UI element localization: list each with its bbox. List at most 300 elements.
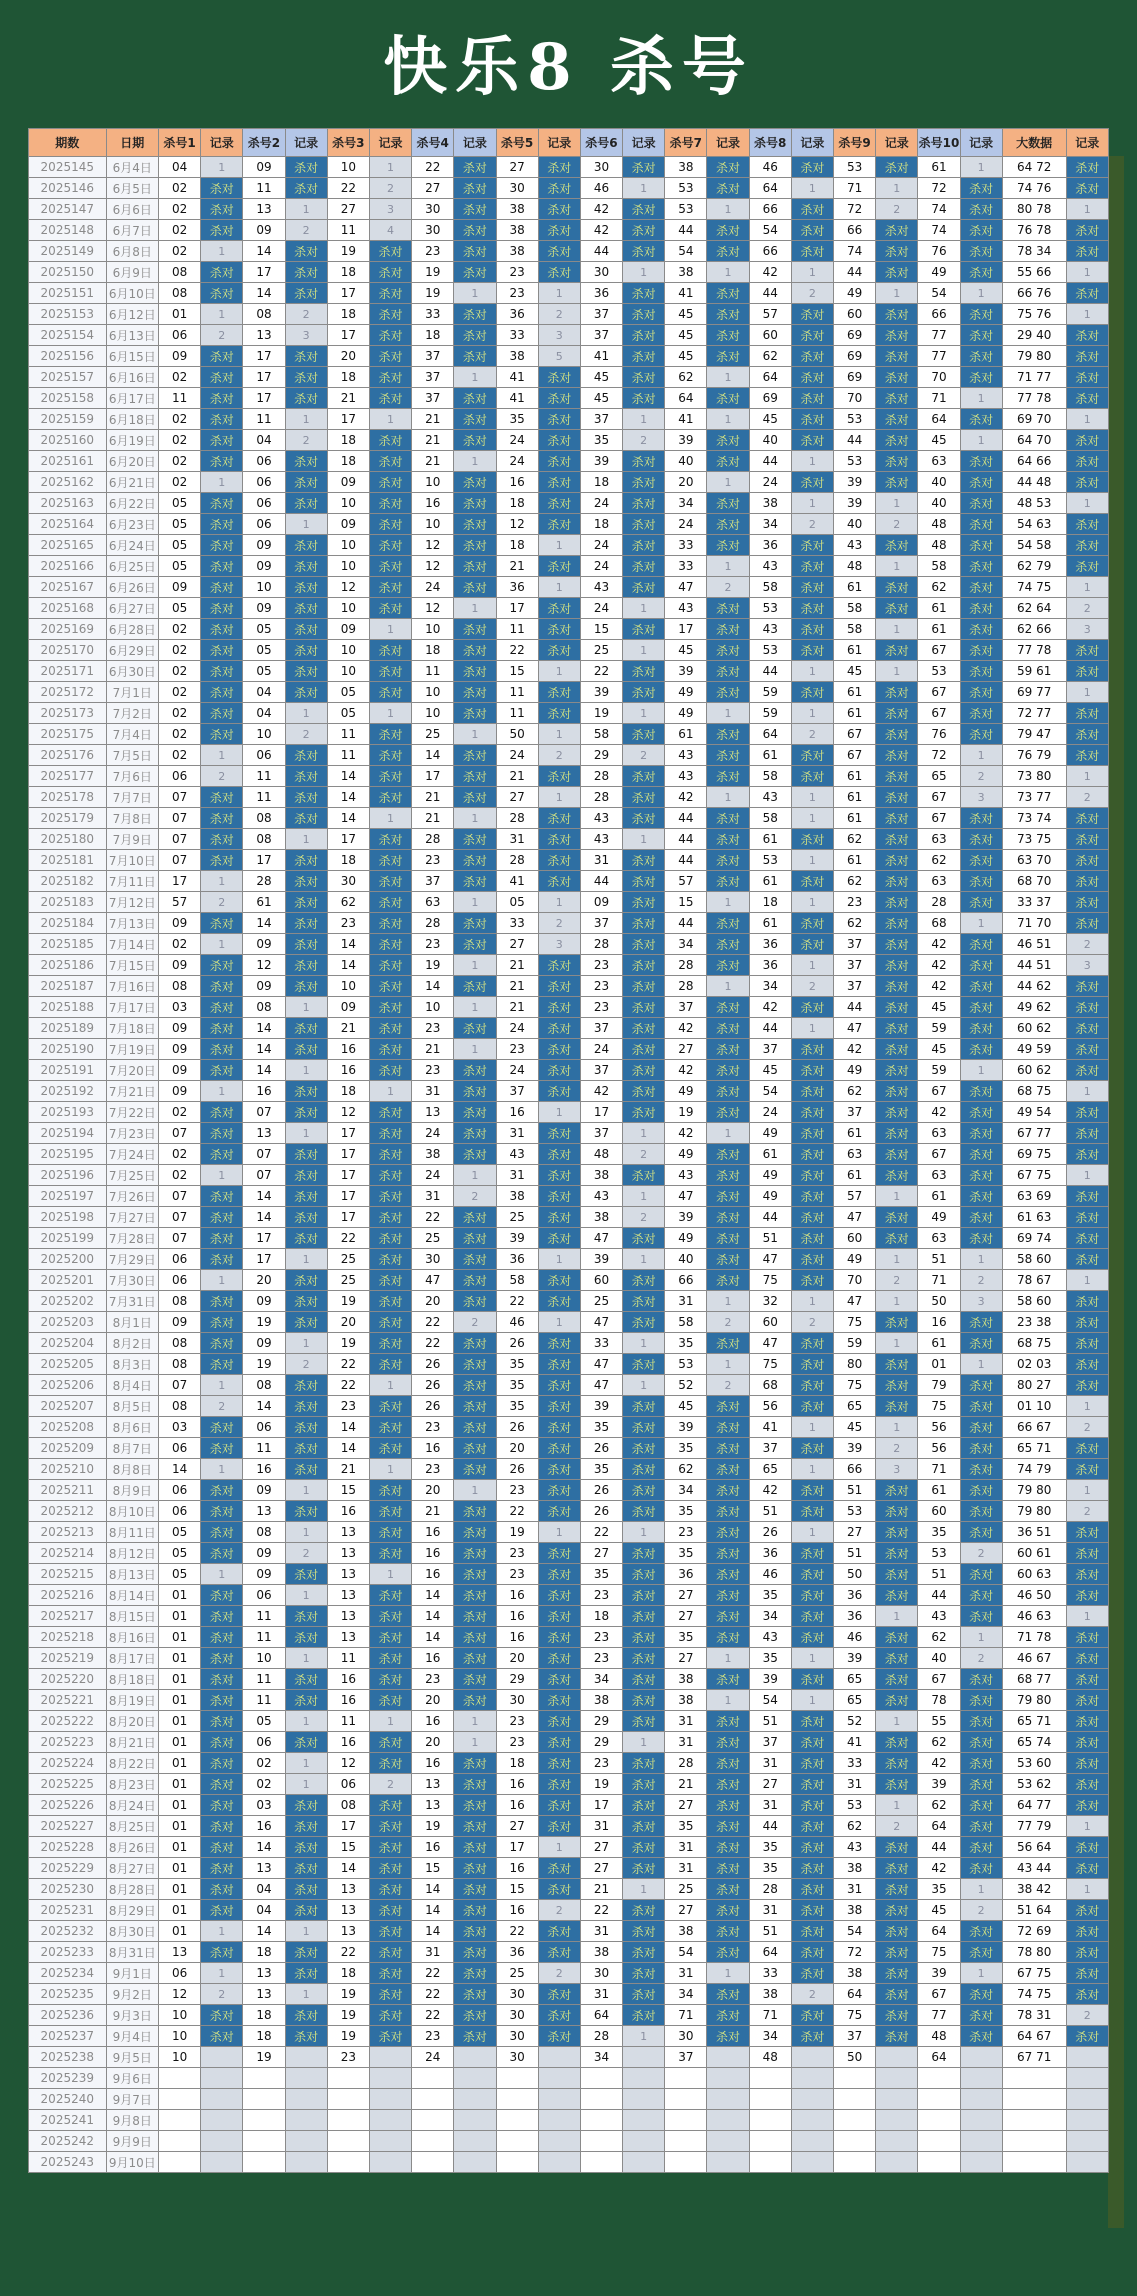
record-cell: 杀对 [707,451,749,472]
kill-number-cell: 40 [918,472,960,493]
kill-number-cell: 35 [580,1459,622,1480]
kill-number-cell: 14 [243,283,285,304]
kill-number-cell: 54 [918,283,960,304]
record-cell: 1 [791,178,833,199]
period-cell: 2025149 [29,241,107,262]
record-cell [707,2068,749,2089]
record-cell: 杀对 [623,283,665,304]
kill-number-cell: 24 [580,556,622,577]
date-cell: 6月17日 [106,388,158,409]
kill-number-cell: 19 [327,1333,369,1354]
record-cell: 杀对 [369,1606,411,1627]
kill-number-cell: 40 [918,1648,960,1669]
record-cell: 杀对 [876,871,918,892]
record-cell: 1 [1066,493,1108,514]
record-cell: 2 [538,1963,580,1984]
kill-number-cell: 61 [834,703,876,724]
record-cell: 杀对 [285,1102,327,1123]
kill-number-cell: 62 [918,1627,960,1648]
period-cell: 2025204 [29,1333,107,1354]
date-cell: 9月9日 [106,2131,158,2152]
record-cell: 杀对 [876,997,918,1018]
record-cell: 杀对 [707,1018,749,1039]
period-cell: 2025227 [29,1816,107,1837]
record-cell: 1 [623,178,665,199]
table-row [29,1732,1109,1753]
date-cell: 6月18日 [106,409,158,430]
record-cell: 杀对 [538,1669,580,1690]
period-cell: 2025145 [29,157,107,178]
kill-number-cell: 38 [496,241,538,262]
kill-number-cell: 62 [327,892,369,913]
record-cell: 1 [960,1249,1002,1270]
kill-number-cell: 47 [665,1186,707,1207]
kill-number-cell: 39 [580,1249,622,1270]
column-header: 杀号9 [834,129,876,157]
kill-number-cell: 62 [834,913,876,934]
kill-number-cell: 21 [327,1018,369,1039]
record-cell: 杀对 [538,766,580,787]
kill-number-cell: 17 [327,1123,369,1144]
period-cell: 2025235 [29,1984,107,2005]
table-row [29,409,1109,430]
kill-number-cell: 29 [496,1669,538,1690]
kill-number-cell: 36 [834,1606,876,1627]
record-cell: 杀对 [538,850,580,871]
kill-number-cell: 16 [412,1543,454,1564]
record-cell: 4 [369,220,411,241]
kill-number-cell: 49 [749,1165,791,1186]
kill-number-cell: 40 [918,493,960,514]
kill-number-cell: 33 [665,556,707,577]
kill-number-cell: 17 [580,1102,622,1123]
kill-number-cell: 14 [412,1921,454,1942]
record-cell: 杀对 [707,1732,749,1753]
record-cell: 杀对 [1066,1249,1108,1270]
kill-number-cell: 42 [580,220,622,241]
record-cell: 杀对 [707,1921,749,1942]
big-data-cell: 74 75 [1002,1984,1066,2005]
record-cell: 杀对 [201,1690,243,1711]
kill-number-cell: 51 [918,1564,960,1585]
record-cell: 杀对 [707,1228,749,1249]
kill-number-cell: 37 [412,367,454,388]
kill-number-cell: 47 [749,1249,791,1270]
kill-number-cell [834,2152,876,2173]
table-row [29,1270,1109,1291]
table-row [29,325,1109,346]
big-data-cell: 64 66 [1002,451,1066,472]
table-row [29,1060,1109,1081]
kill-number-cell: 38 [665,1690,707,1711]
record-cell: 杀对 [960,472,1002,493]
record-cell: 1 [876,619,918,640]
record-cell: 杀对 [960,1228,1002,1249]
record-cell: 1 [285,1711,327,1732]
record-cell: 3 [1066,955,1108,976]
kill-number-cell: 10 [327,661,369,682]
kill-number-cell: 11 [327,1648,369,1669]
kill-number-cell: 05 [327,682,369,703]
record-cell [454,2068,496,2089]
kill-number-cell: 62 [665,367,707,388]
record-cell: 杀对 [201,283,243,304]
kill-number-cell: 13 [159,1942,201,1963]
kill-number-cell: 46 [834,1627,876,1648]
record-cell: 1 [454,1732,496,1753]
record-cell: 杀对 [791,241,833,262]
kill-number-cell: 38 [665,1921,707,1942]
big-data-cell: 46 50 [1002,1585,1066,1606]
kill-number-cell [834,2068,876,2089]
kill-number-cell: 26 [580,1438,622,1459]
table-row [29,1165,1109,1186]
record-cell: 2 [876,1438,918,1459]
kill-number-cell: 41 [580,346,622,367]
record-cell: 杀对 [791,1102,833,1123]
kill-number-cell: 17 [243,388,285,409]
kill-number-cell: 61 [749,1144,791,1165]
kill-number-cell: 28 [580,934,622,955]
record-cell: 1 [369,1459,411,1480]
kill-number-cell: 31 [580,1984,622,2005]
big-data-cell: 66 67 [1002,1417,1066,1438]
record-cell: 杀对 [454,1774,496,1795]
big-data-cell: 73 80 [1002,766,1066,787]
record-cell: 1 [285,1921,327,1942]
record-cell: 杀对 [876,1774,918,1795]
big-data-cell: 44 51 [1002,955,1066,976]
kill-number-cell: 46 [749,157,791,178]
record-cell: 杀对 [285,2005,327,2026]
big-data-cell: 49 59 [1002,1039,1066,1060]
record-cell: 1 [791,787,833,808]
kill-number-cell: 23 [412,2026,454,2047]
record-cell: 杀对 [791,766,833,787]
record-cell: 1 [791,493,833,514]
record-cell: 杀对 [1066,1984,1108,2005]
kill-number-cell: 01 [159,1732,201,1753]
record-cell: 杀对 [707,2026,749,2047]
kill-number-cell: 37 [580,409,622,430]
kill-number-cell: 43 [749,1627,791,1648]
big-data-cell: 64 70 [1002,430,1066,451]
kill-number-cell: 49 [665,1081,707,1102]
record-cell: 杀对 [876,955,918,976]
record-cell [369,2131,411,2152]
kill-number-cell: 01 [159,1753,201,1774]
kill-number-cell: 12 [412,556,454,577]
date-cell: 9月6日 [106,2068,158,2089]
kill-number-cell: 18 [496,1753,538,1774]
record-cell: 1 [791,808,833,829]
kill-number-cell: 25 [496,1207,538,1228]
kill-number-cell: 12 [412,535,454,556]
date-cell: 6月9日 [106,262,158,283]
kill-number-cell: 09 [159,1018,201,1039]
kill-number-cell: 75 [918,1396,960,1417]
record-cell: 杀对 [201,1942,243,1963]
kill-number-cell: 16 [496,1900,538,1921]
kill-number-cell: 28 [243,871,285,892]
record-cell: 杀对 [285,871,327,892]
period-cell: 2025165 [29,535,107,556]
kill-number-cell: 09 [327,619,369,640]
record-cell: 杀对 [791,1816,833,1837]
kill-number-cell: 05 [159,556,201,577]
record-cell: 杀对 [201,1669,243,1690]
kill-number-cell: 35 [665,1438,707,1459]
record-cell: 杀对 [369,997,411,1018]
kill-number-cell: 44 [665,913,707,934]
kill-number-cell: 35 [665,1543,707,1564]
record-cell: 杀对 [285,1039,327,1060]
kill-number-cell: 23 [496,1480,538,1501]
kill-number-cell: 10 [243,577,285,598]
kill-number-cell: 60 [749,1312,791,1333]
record-cell: 杀对 [454,976,496,997]
record-cell: 杀对 [285,1690,327,1711]
record-cell: 1 [454,724,496,745]
kill-number-cell: 35 [665,1333,707,1354]
table-row [29,2110,1109,2131]
record-cell: 杀对 [285,1879,327,1900]
record-cell: 杀对 [201,913,243,934]
record-cell: 1 [791,661,833,682]
record-cell: 杀对 [538,682,580,703]
kill-number-cell: 19 [665,1102,707,1123]
record-cell: 杀对 [369,1480,411,1501]
period-cell: 2025159 [29,409,107,430]
kill-number-cell: 45 [665,304,707,325]
kill-number-cell: 23 [496,1564,538,1585]
record-cell: 杀对 [201,1039,243,1060]
period-cell: 2025187 [29,976,107,997]
record-cell: 杀对 [538,1333,580,1354]
record-cell: 杀对 [791,2005,833,2026]
record-cell: 杀对 [201,1774,243,1795]
record-cell: 杀对 [454,388,496,409]
record-cell: 杀对 [623,913,665,934]
record-cell [791,2110,833,2131]
record-cell: 杀对 [707,304,749,325]
kill-number-cell: 54 [834,1921,876,1942]
record-cell: 杀对 [285,1732,327,1753]
record-cell: 杀对 [201,2026,243,2047]
kill-number-cell: 42 [918,1858,960,1879]
kill-number-cell: 75 [918,1942,960,1963]
record-cell: 1 [707,1123,749,1144]
record-cell: 杀对 [369,766,411,787]
date-cell: 9月8日 [106,2110,158,2131]
period-cell: 2025225 [29,1774,107,1795]
record-cell: 杀对 [201,1480,243,1501]
record-cell: 杀对 [623,808,665,829]
record-cell: 1 [285,1774,327,1795]
kill-number-cell: 01 [159,1669,201,1690]
record-cell: 1 [201,1963,243,1984]
kill-number-cell: 09 [243,220,285,241]
date-cell: 8月16日 [106,1627,158,1648]
kill-number-cell: 37 [749,1438,791,1459]
kill-number-cell: 63 [918,1165,960,1186]
record-cell: 杀对 [1066,1228,1108,1249]
date-cell: 8月29日 [106,1900,158,1921]
big-data-cell: 64 67 [1002,2026,1066,2047]
record-cell: 杀对 [538,1942,580,1963]
record-cell: 杀对 [1066,850,1108,871]
period-cell: 2025188 [29,997,107,1018]
kill-number-cell: 41 [496,367,538,388]
kill-number-cell: 19 [243,1354,285,1375]
record-cell: 杀对 [285,1207,327,1228]
column-header: 记录 [538,129,580,157]
record-cell: 1 [623,2026,665,2047]
record-cell: 2 [791,514,833,535]
record-cell: 杀对 [1066,1186,1108,1207]
kill-number-cell: 18 [749,892,791,913]
record-cell: 杀对 [369,1795,411,1816]
record-cell: 杀对 [1066,1018,1108,1039]
record-cell: 杀对 [454,1879,496,1900]
record-cell: 杀对 [791,1732,833,1753]
big-data-cell: 64 77 [1002,1795,1066,1816]
record-cell: 杀对 [623,682,665,703]
record-cell: 1 [285,703,327,724]
kill-number-cell: 06 [243,493,285,514]
record-cell: 1 [538,787,580,808]
record-cell: 1 [454,283,496,304]
big-data-cell: 67 75 [1002,1165,1066,1186]
record-cell [285,2131,327,2152]
kill-number-cell: 41 [834,1732,876,1753]
kill-number-cell: 21 [412,409,454,430]
kill-number-cell: 49 [918,262,960,283]
record-cell: 杀对 [1066,997,1108,1018]
record-cell: 杀对 [454,1501,496,1522]
kill-number-cell: 17 [412,766,454,787]
period-cell: 2025153 [29,304,107,325]
record-cell: 杀对 [960,1144,1002,1165]
kill-number-cell: 10 [327,976,369,997]
record-cell: 杀对 [707,283,749,304]
record-cell: 杀对 [1066,1207,1108,1228]
kill-number-cell: 67 [918,703,960,724]
kill-number-cell: 22 [580,661,622,682]
record-cell: 杀对 [876,1207,918,1228]
kill-number-cell: 38 [496,1186,538,1207]
kill-number-cell: 17 [496,1837,538,1858]
record-cell: 杀对 [454,1228,496,1249]
kill-number-cell: 06 [243,1732,285,1753]
kill-number-cell: 16 [412,493,454,514]
kill-number-cell: 51 [749,1228,791,1249]
record-cell: 杀对 [876,1480,918,1501]
kill-number-cell [749,2089,791,2110]
date-cell: 9月7日 [106,2089,158,2110]
date-cell: 8月28日 [106,1879,158,1900]
kill-number-cell: 09 [159,955,201,976]
period-cell: 2025214 [29,1543,107,1564]
record-cell [538,2131,580,2152]
kill-number-cell: 20 [327,1312,369,1333]
kill-number-cell: 58 [749,577,791,598]
date-cell: 7月29日 [106,1249,158,1270]
kill-number-cell: 05 [243,1711,285,1732]
kill-number-cell: 11 [243,178,285,199]
big-data-cell: 38 42 [1002,1879,1066,1900]
kill-number-cell: 58 [834,598,876,619]
record-cell: 杀对 [960,1522,1002,1543]
big-data-cell: 01 10 [1002,1396,1066,1417]
kill-number-cell: 53 [834,157,876,178]
kill-number-cell: 24 [412,1123,454,1144]
record-cell: 杀对 [623,1942,665,1963]
record-cell: 杀对 [1066,346,1108,367]
period-cell: 2025216 [29,1585,107,1606]
record-cell [369,2068,411,2089]
record-cell: 杀对 [454,934,496,955]
record-cell: 2 [538,1900,580,1921]
record-cell: 杀对 [960,1123,1002,1144]
kill-number-cell: 10 [327,598,369,619]
record-cell: 1 [623,1879,665,1900]
date-cell: 6月7日 [106,220,158,241]
record-cell: 杀对 [791,1543,833,1564]
record-cell: 1 [707,1690,749,1711]
record-cell: 杀对 [1066,1585,1108,1606]
record-cell: 1 [707,367,749,388]
kill-number-cell: 53 [834,409,876,430]
record-cell: 杀对 [623,535,665,556]
kill-number-cell: 13 [243,199,285,220]
record-cell: 杀对 [623,976,665,997]
record-cell: 杀对 [538,955,580,976]
record-cell: 杀对 [285,1396,327,1417]
record-cell: 3 [538,934,580,955]
kill-number-cell: 37 [580,325,622,346]
record-cell [791,2047,833,2068]
record-cell: 1 [791,955,833,976]
record-cell: 2 [201,325,243,346]
kill-number-cell: 58 [580,724,622,745]
kill-number-cell: 10 [243,724,285,745]
record-cell [1066,2089,1108,2110]
kill-number-cell: 79 [918,1375,960,1396]
kill-number-cell: 14 [412,1900,454,1921]
kill-number-cell: 21 [327,1459,369,1480]
kill-number-cell: 14 [243,913,285,934]
kill-number-cell: 49 [918,1207,960,1228]
kill-number-cell: 18 [243,2026,285,2047]
record-cell [791,2131,833,2152]
record-cell: 杀对 [1066,1564,1108,1585]
record-cell: 杀对 [707,934,749,955]
record-cell: 杀对 [876,304,918,325]
record-cell: 杀对 [369,1627,411,1648]
record-cell [960,2089,1002,2110]
kill-number-cell: 44 [918,1837,960,1858]
record-cell: 1 [791,1018,833,1039]
kill-number-cell: 43 [665,598,707,619]
period-cell: 2025237 [29,2026,107,2047]
kill-number-cell: 15 [580,619,622,640]
kill-number-cell: 35 [580,430,622,451]
record-cell: 杀对 [791,1942,833,1963]
kill-number-cell: 18 [496,493,538,514]
record-cell: 杀对 [623,514,665,535]
table-row [29,808,1109,829]
